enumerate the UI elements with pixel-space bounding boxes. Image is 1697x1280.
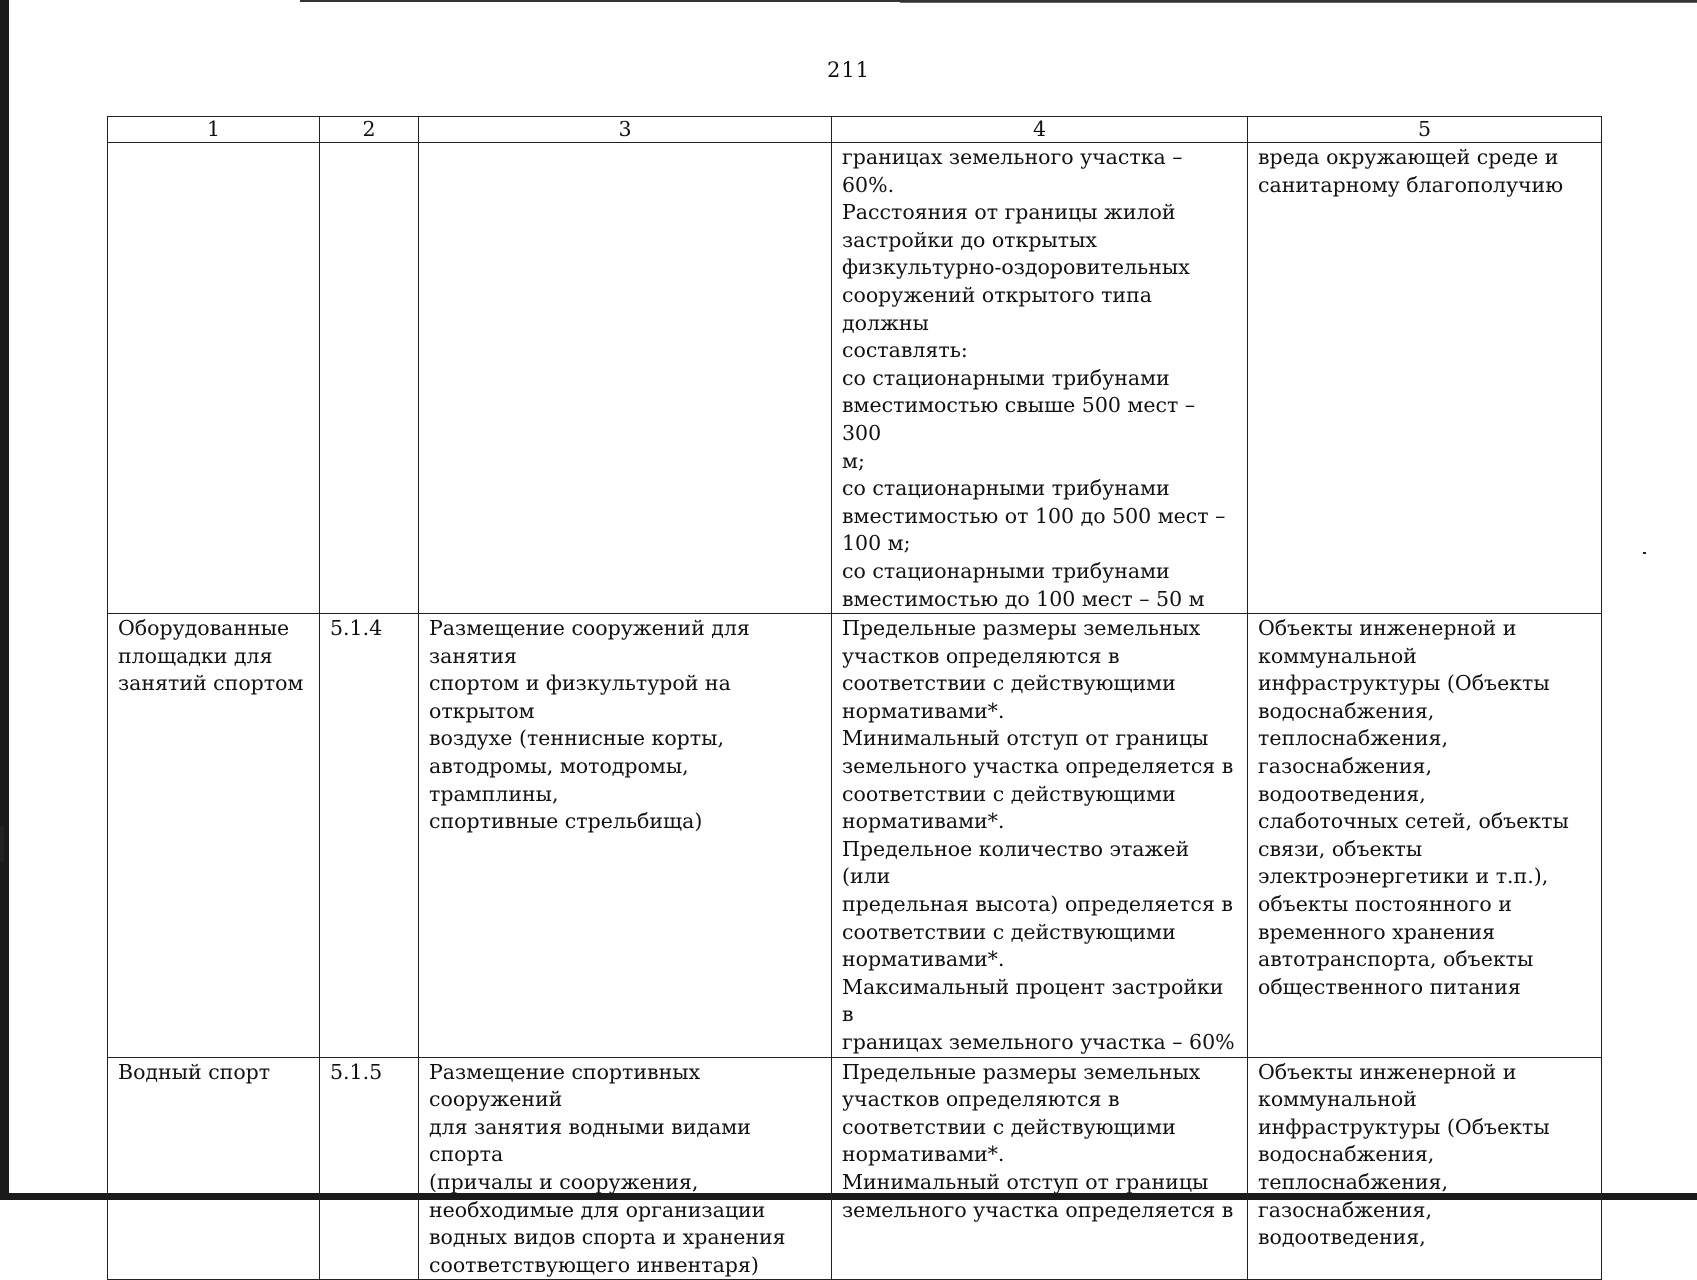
table-header-row <box>108 117 1602 143</box>
cell-parameters <box>832 143 1248 614</box>
scan-speck <box>0 826 4 862</box>
cell-auxiliary-text: Объекты инженерной и коммунальной инфраструктуры (Объекты водоснабжения, теплоснабжения, газоснабжения, водоотведения, слаботочных сетей, объекты связи, объекты электроэнергетики и т.п.), объекты постоянного и временного хранения автотранспорта, объекты общественного питания <box>1258 616 1569 999</box>
scan-speck <box>1643 552 1646 554</box>
column-header-3: 3 <box>419 117 832 143</box>
cell-code <box>320 1057 419 1280</box>
cell-description <box>419 614 832 1058</box>
cell-parameters-text: Предельные размеры земельных участков определяются в соответствии с действующими нормативами*. Минимальный отступ от границы земельного участка определяется в соответствии с действующими нормативами*. Предельное количество этажей (или предельная высота) определяется в соответствии с действующими нормативами*. Максимальный процент застройки в границах земельного участка – 60% <box>842 616 1235 1054</box>
cell-name <box>108 1057 320 1280</box>
cell-description <box>419 1057 832 1280</box>
land-use-table <box>107 116 1602 1280</box>
cell-auxiliary-text: вреда окружающей среде и санитарному благополучию <box>1258 145 1564 197</box>
cell-parameters-text: Предельные размеры земельных участков определяются в соответствии с действующими нормативами*. Минимальный отступ от границы земельного участка определяется в <box>842 1059 1234 1222</box>
cell-name <box>108 614 320 1058</box>
cell-auxiliary <box>1248 143 1602 614</box>
cell-description-text: Размещение спортивных сооружений для занятия водными видами спорта (причалы и сооружения, необходимые для организации водных видов спорта и хранения соответствующего инвентаря) <box>429 1059 786 1277</box>
cell-name-text: Водный спорт <box>118 1059 271 1084</box>
cell-parameters-text: границах земельного участка – 60%. Расстояния от границы жилой застройки до открытых физкультурно-оздоровительных сооружений открытого типа должны составлять: со стационарными трибунами вместимостью свыше 500 мест – 300 м; со стационарными трибунами вместимостью от 100 до 500 мест – 100 м; со стационарными трибунами вместимостью до 100 мест – 50 м <box>842 145 1226 611</box>
cell-name <box>108 143 320 614</box>
table-row <box>108 614 1602 1058</box>
scan-border-top-faint <box>900 2 1697 3</box>
cell-code <box>320 614 419 1058</box>
cell-auxiliary <box>1248 1057 1602 1280</box>
cell-code-text: 5.1.5 <box>330 1059 383 1084</box>
table-row <box>108 143 1602 614</box>
column-header-4: 4 <box>832 117 1248 143</box>
column-header-1: 1 <box>108 117 320 143</box>
cell-description-text: Размещение сооружений для занятия спортом и физкультурой на открытом воздухе (теннисные корты, автодромы, мотодромы, трамплины, спортивные стрельбища) <box>429 616 750 834</box>
cell-code <box>320 143 419 614</box>
cell-code-text: 5.1.4 <box>330 616 383 641</box>
page-number: 211 <box>826 58 871 82</box>
table-row <box>108 1057 1602 1280</box>
cell-description <box>419 143 832 614</box>
scan-border-left <box>0 0 9 1200</box>
cell-auxiliary-text: Объекты инженерной и коммунальной инфраструктуры (Объекты водоснабжения, теплоснабжения, газоснабжения, водоотведения, <box>1258 1059 1550 1250</box>
column-header-5: 5 <box>1248 117 1602 143</box>
cell-parameters <box>832 614 1248 1058</box>
column-header-2: 2 <box>320 117 419 143</box>
cell-auxiliary <box>1248 614 1602 1058</box>
cell-name-text: Оборудованные площадки для занятий спортом <box>118 616 304 696</box>
cell-parameters <box>832 1057 1248 1280</box>
